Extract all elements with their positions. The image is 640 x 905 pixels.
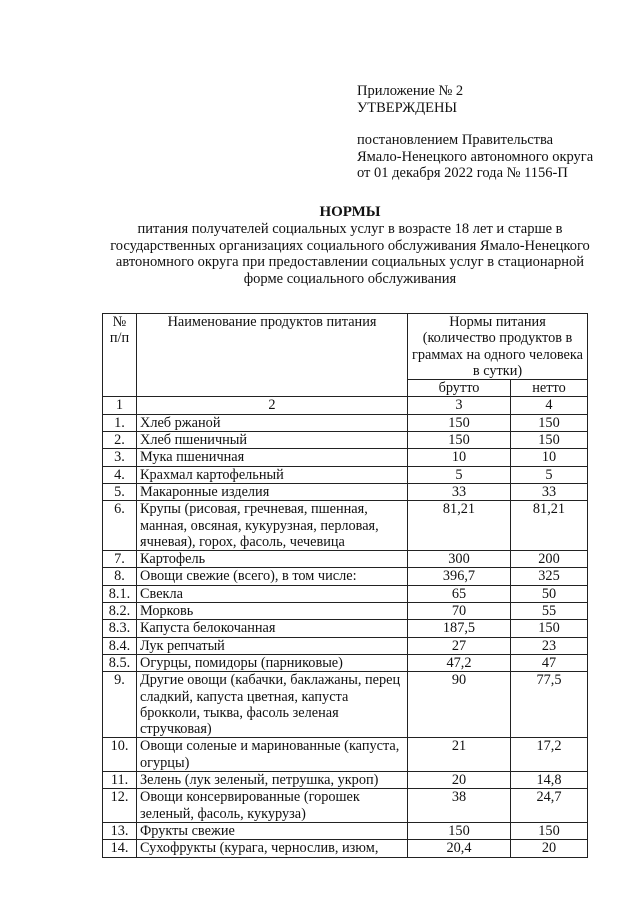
product-name: Хлеб пшеничный [137, 432, 408, 449]
gross-value: 21 [408, 738, 511, 772]
subtitle-line: автономного округа при предоставлении социальных услуг в стационарной [115, 254, 585, 271]
product-name: Фрукты свежие [137, 822, 408, 839]
gross-value: 20,4 [408, 840, 511, 857]
table-row [103, 654, 588, 671]
document-subtitle [90, 221, 610, 287]
row-number: 4. [103, 466, 137, 483]
row-number: 6. [103, 501, 137, 551]
net-value: 81,21 [511, 501, 588, 551]
appendix-number: Приложение № 2 [357, 83, 464, 99]
table-row [103, 840, 588, 857]
header-product-name: Наименование продуктов питания [137, 314, 408, 397]
net-value: 5 [511, 466, 588, 483]
row-number: 8.3. [103, 620, 137, 637]
gross-value: 70 [408, 603, 511, 620]
row-number: 13. [103, 822, 137, 839]
row-number: 8.5. [103, 654, 137, 671]
table-row [103, 466, 588, 483]
product-name: Крупы (рисовая, гречневая, пшенная, манная, овсяная, кукурузная, перловая, ячневая), горох, фасоль, чечевица [137, 501, 408, 551]
header-gross: брутто [408, 380, 511, 397]
column-number: 4 [511, 397, 588, 414]
row-number: 14. [103, 840, 137, 857]
gross-value: 396,7 [408, 568, 511, 585]
column-number: 3 [408, 397, 511, 414]
product-name: Крахмал картофельный [137, 466, 408, 483]
table-row [103, 568, 588, 585]
government-line: Ямало-Ненецкого автономного округа [357, 148, 594, 165]
net-value: 33 [511, 483, 588, 500]
net-value: 50 [511, 585, 588, 602]
table-row [103, 620, 588, 637]
net-value: 150 [511, 414, 588, 431]
row-number: 12. [103, 789, 137, 823]
approved-label: УТВЕРЖДЕНЫ [357, 99, 458, 116]
product-name: Сухофрукты (курага, чернослив, изюм, [137, 840, 408, 857]
net-value: 200 [511, 551, 588, 568]
net-value: 325 [511, 568, 588, 585]
product-name: Лук репчатый [137, 637, 408, 654]
document-heading [90, 203, 610, 287]
table-row [103, 414, 588, 431]
gross-value: 150 [408, 822, 511, 839]
subtitle-line: питания получателей социальных услуг в возрасте 18 лет и старше в [137, 221, 563, 237]
column-numbers-row [103, 397, 588, 414]
table-row [103, 585, 588, 602]
gross-value: 33 [408, 483, 511, 500]
gross-value: 38 [408, 789, 511, 823]
product-name: Огурцы, помидоры (парниковые) [137, 654, 408, 671]
product-name: Хлеб ржаной [137, 414, 408, 431]
table-row [103, 672, 588, 738]
table-row [103, 738, 588, 772]
gross-value: 150 [408, 432, 511, 449]
subtitle-line: форме социального обслуживания [243, 270, 457, 287]
product-name: Зелень (лук зеленый, петрушка, укроп) [137, 772, 408, 789]
product-name: Картофель [137, 551, 408, 568]
net-value: 77,5 [511, 672, 588, 738]
column-number: 2 [137, 397, 408, 414]
row-number: 10. [103, 738, 137, 772]
gross-value: 150 [408, 414, 511, 431]
gross-value: 47,2 [408, 654, 511, 671]
table-row [103, 603, 588, 620]
net-value: 150 [511, 822, 588, 839]
row-number: 3. [103, 449, 137, 466]
product-name: Овощи соленые и маринованные (капуста, огурцы) [137, 738, 408, 772]
net-value: 20 [511, 840, 588, 857]
product-name: Овощи свежие (всего), в том числе: [137, 568, 408, 585]
header-number: № п/п [103, 314, 137, 397]
row-number: 7. [103, 551, 137, 568]
net-value: 14,8 [511, 772, 588, 789]
table-row [103, 501, 588, 551]
gross-value: 65 [408, 585, 511, 602]
net-value: 47 [511, 654, 588, 671]
nutrition-norms-table [102, 313, 588, 858]
row-number: 8.4. [103, 637, 137, 654]
table-header-row [103, 314, 588, 380]
resolution-line: постановлением Правительства [357, 132, 554, 148]
product-name: Капуста белокочанная [137, 620, 408, 637]
gross-value: 187,5 [408, 620, 511, 637]
net-value: 150 [511, 432, 588, 449]
gross-value: 300 [408, 551, 511, 568]
table-row [103, 789, 588, 823]
product-name: Другие овощи (кабачки, баклажаны, перец сладкий, капуста цветная, капуста брокколи, тыква, фасоль зеленая стручковая) [137, 672, 408, 738]
product-name: Свекла [137, 585, 408, 602]
product-name: Мука пшеничная [137, 449, 408, 466]
gross-value: 81,21 [408, 501, 511, 551]
row-number: 8. [103, 568, 137, 585]
table-row [103, 432, 588, 449]
gross-value: 5 [408, 466, 511, 483]
table-row [103, 449, 588, 466]
table-row [103, 772, 588, 789]
net-value: 150 [511, 620, 588, 637]
document-title: НОРМЫ [319, 204, 381, 220]
row-number: 8.1. [103, 585, 137, 602]
gross-value: 90 [408, 672, 511, 738]
table-row [103, 483, 588, 500]
subtitle-line: государственных организациях социального обслуживания Ямало-Ненецкого [110, 237, 590, 254]
table-row [103, 637, 588, 654]
product-name: Макаронные изделия [137, 483, 408, 500]
product-name: Овощи консервированные (горошек зеленый, фасоль, кукуруза) [137, 789, 408, 823]
gross-value: 10 [408, 449, 511, 466]
net-value: 17,2 [511, 738, 588, 772]
net-value: 24,7 [511, 789, 588, 823]
net-value: 55 [511, 603, 588, 620]
column-number: 1 [103, 397, 137, 414]
row-number: 9. [103, 672, 137, 738]
approval-block [357, 83, 593, 182]
table-row [103, 551, 588, 568]
table-row [103, 822, 588, 839]
row-number: 8.2. [103, 603, 137, 620]
header-norms: Нормы питания (количество продуктов в граммах на одного человека в сутки) [408, 314, 588, 380]
net-value: 10 [511, 449, 588, 466]
resolution-date-line: от 01 декабря 2022 года № 1156-П [357, 165, 568, 181]
net-value: 23 [511, 637, 588, 654]
gross-value: 27 [408, 637, 511, 654]
row-number: 11. [103, 772, 137, 789]
row-number: 2. [103, 432, 137, 449]
gross-value: 20 [408, 772, 511, 789]
row-number: 1. [103, 414, 137, 431]
product-name: Морковь [137, 603, 408, 620]
row-number: 5. [103, 483, 137, 500]
header-net: нетто [511, 380, 588, 397]
